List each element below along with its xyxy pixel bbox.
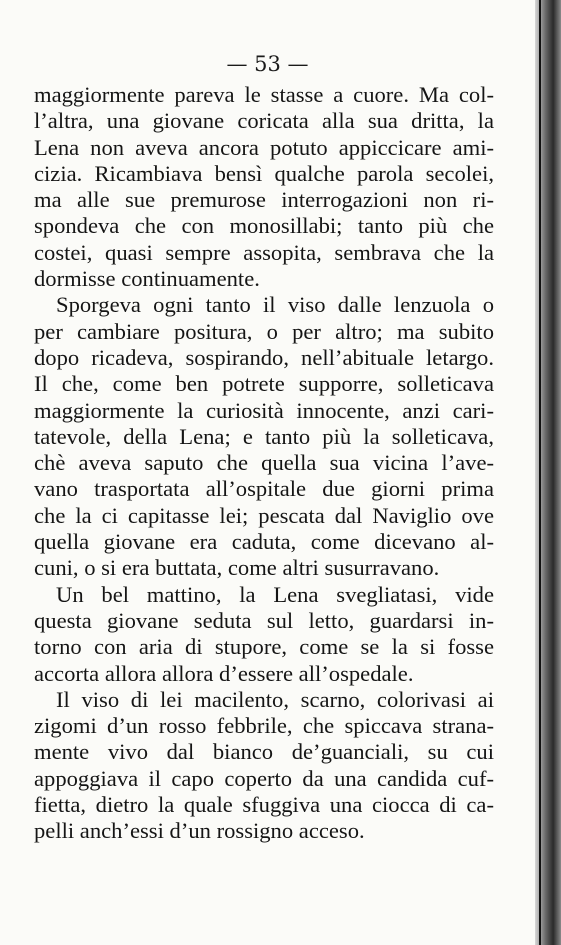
text-line: appoggiava il capo coperto da una candida cuf-	[34, 765, 494, 791]
text-line: maggiormente la curiosità innocente, anzi cari-	[34, 397, 494, 423]
text-line: Il che, come ben potrete supporre, solleticava	[34, 371, 494, 397]
text-line: cuni, o si era buttata, come altri susurravano.	[34, 555, 440, 581]
text-line: zigomi d’un rosso febbrile, che spiccava strana-	[34, 713, 494, 739]
text-line: Lena non aveva ancora potuto appiccicare ami-	[34, 134, 494, 160]
text-line: tatevole, della Lena; e tanto più la solleticava,	[34, 423, 494, 449]
page-body-text	[34, 82, 494, 845]
text-line: che la ci capitasse lei; pescata dal Naviglio ove	[34, 502, 494, 528]
text-line: vano trasportata all’ospitale due giorni prima	[34, 476, 494, 502]
text-line: accorta allora allora d’essere all’ospedale.	[34, 660, 414, 686]
text-line: torno con aria di stupore, come se la si fosse	[34, 634, 494, 660]
text-line: quella giovane era caduta, come dicevano al-	[34, 529, 494, 555]
gutter-edge	[539, 0, 541, 945]
text-line: Il viso di lei macilento, scarno, colorivasi ai	[56, 686, 494, 712]
text-line: pelli anch’essi d’un rossigno acceso.	[34, 818, 365, 844]
text-line: questa giovane seduta sul letto, guardarsi in-	[34, 607, 494, 633]
text-line: Sporgeva ogni tanto il viso dalle lenzuola o	[56, 292, 494, 318]
text-line: costei, quasi sempre assopita, sembrava che la	[34, 239, 494, 265]
text-line: mente vivo dal bianco de’guanciali, su cui	[34, 739, 494, 765]
text-line: chè aveva saputo che quella sua vicina l’ave-	[34, 450, 494, 476]
text-line: spondeva che con monosillabi; tanto più che	[34, 213, 494, 239]
text-line: dormisse continuamente.	[34, 266, 260, 292]
text-line: cizia. Ricambiava bensì qualche parola secolei,	[34, 160, 494, 186]
text-line: per cambiare positura, o per altro; ma subito	[34, 318, 494, 344]
text-line: maggiormente pareva le stasse a cuore. Ma col-	[34, 82, 494, 107]
text-line: l’altra, una giovane coricata alla sua dritta, la	[34, 108, 494, 134]
text-line: Un bel mattino, la Lena svegliatasi, vide	[56, 581, 494, 607]
text-line: ma alle sue premurose interrogazioni non ri-	[34, 187, 494, 213]
page-number: — 53 —	[226, 52, 309, 76]
text-line: dopo ricadeva, sospirando, nell’abituale letargo.	[34, 344, 494, 370]
text-line: fietta, dietro la quale sfuggiva una ciocca di ca-	[34, 792, 494, 818]
